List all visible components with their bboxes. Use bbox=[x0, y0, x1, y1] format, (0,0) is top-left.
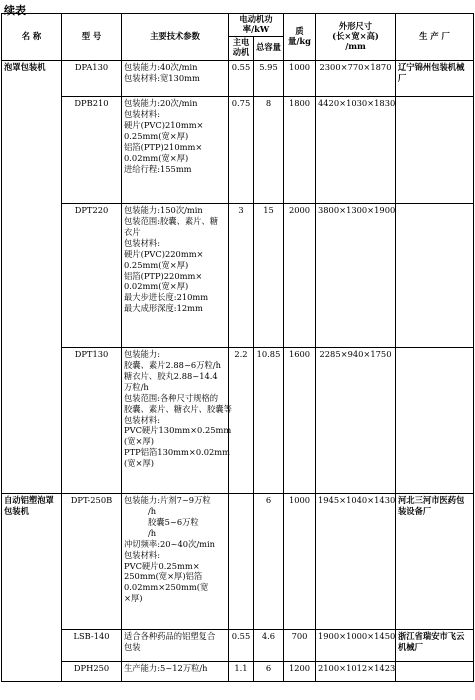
total-power-cell: 10.85 bbox=[254, 347, 284, 493]
mass-cell: 1600 bbox=[284, 347, 316, 493]
model-cell: DPH250 bbox=[62, 661, 122, 681]
params-cell: 适合各种药品的铝塑复合 包装 bbox=[122, 629, 229, 661]
header-power-main: 主电动机 bbox=[229, 36, 254, 60]
header-mass: 质量/kg bbox=[284, 14, 316, 61]
params-cell: 包装能力:40次/min 包装材料:宽130mm bbox=[122, 60, 229, 96]
dims-cell: 3800×1300×1900 bbox=[316, 203, 396, 347]
header-dims-line2: (长×宽×高) bbox=[332, 30, 379, 41]
main-power-cell: 2.2 bbox=[229, 347, 254, 493]
main-power-cell bbox=[229, 493, 254, 629]
model-cell: DPA130 bbox=[62, 60, 122, 96]
mass-cell: 2000 bbox=[284, 203, 316, 347]
model-cell: DPT130 bbox=[62, 347, 122, 493]
params-cell: 包装能力:150次/min 包装范围:胶囊、素片、糖 衣片 包装材料: 硬片(PVC)220mm× 0.25mm(宽×厚) 铝箔(PTP)220mm× 0.02mm(宽×厚) 最大步进长度:210mm 最大成形深度:12mm bbox=[122, 203, 229, 347]
header-dims-line1: 外形尺寸 bbox=[338, 21, 373, 32]
header-dims bbox=[316, 14, 396, 61]
mass-cell: 1000 bbox=[284, 493, 316, 629]
total-power-cell: 5.95 bbox=[254, 60, 284, 96]
dims-cell: 2300×770×1870 bbox=[316, 60, 396, 96]
total-power-cell: 4.6 bbox=[254, 629, 284, 661]
model-cell: DPT220 bbox=[62, 203, 122, 347]
model-cell: LSB-140 bbox=[62, 629, 122, 661]
maker-cell: 辽宁锦州包装机械厂 bbox=[396, 60, 474, 96]
total-power-cell: 15 bbox=[254, 203, 284, 347]
table-row bbox=[2, 629, 474, 661]
maker-cell: 浙江省瑞安市飞云机械厂 bbox=[396, 629, 474, 661]
maker-cell bbox=[396, 96, 474, 203]
mass-cell: 1800 bbox=[284, 96, 316, 203]
header-power: 电动机功率/kW bbox=[229, 14, 284, 37]
dims-cell: 1945×1040×1430 bbox=[316, 493, 396, 629]
table-row bbox=[2, 60, 474, 96]
maker-cell: 河北三河市医药包装设备厂 bbox=[396, 493, 474, 629]
header-model: 型 号 bbox=[62, 14, 122, 61]
mass-cell: 1000 bbox=[284, 60, 316, 96]
header-power-total: 总容量 bbox=[254, 36, 284, 60]
mass-cell: 700 bbox=[284, 629, 316, 661]
main-power-cell: 0.55 bbox=[229, 60, 254, 96]
main-power-cell: 3 bbox=[229, 203, 254, 347]
group-name: 自动铝塑泡罩包装机 bbox=[2, 493, 62, 681]
table-row bbox=[2, 96, 474, 203]
table-row bbox=[2, 203, 474, 347]
table-caption: 续表 bbox=[4, 4, 26, 17]
dims-cell: 4420×1030×1830 bbox=[316, 96, 396, 203]
header-name: 名 称 bbox=[2, 14, 62, 61]
maker-cell bbox=[396, 203, 474, 347]
params-cell: 包装能力:片剂7~9万粒 /h 胶囊5~6万粒 /h 冲切频率:20~40次/min 包装材料: PVC硬片0.25mm× 250mm(宽×厚)铝箔 0.02mm×250mm(宽 ×厚) bbox=[122, 493, 229, 629]
params-cell: 包装能力:20次/min 包装材料: 硬片(PVC)210mm× 0.25mm(宽×厚) 铝箔(PTP)210mm× 0.02mm(宽×厚) 进给行程:155mm bbox=[122, 96, 229, 203]
main-power-cell: 0.55 bbox=[229, 629, 254, 661]
dims-cell: 2285×940×1750 bbox=[316, 347, 396, 493]
maker-cell bbox=[396, 661, 474, 681]
total-power-cell: 8 bbox=[254, 96, 284, 203]
header-params: 主要技术参数 bbox=[122, 14, 229, 61]
spec-table bbox=[1, 13, 474, 682]
main-power-cell: 0.75 bbox=[229, 96, 254, 203]
dims-cell: 1900×1000×1450 bbox=[316, 629, 396, 661]
table-row bbox=[2, 493, 474, 629]
header-dims-line3: /mm bbox=[345, 40, 366, 51]
table-row bbox=[2, 661, 474, 681]
params-cell: 包装能力: 胶囊、素片2.88~6万粒/h 糖衣片、胶丸2.88~14.4 万粒/h 包装范围:各种尺寸规格的 胶囊、素片、糖衣片、胶囊等 包装材料: PVC硬片130mm×0.25mm (宽×厚) PTP铝箔130mm×0.02mm (宽×厚) bbox=[122, 347, 229, 493]
table-row bbox=[2, 347, 474, 493]
params-cell: 生产能力:5~12万粒/h bbox=[122, 661, 229, 681]
total-power-cell: 6 bbox=[254, 493, 284, 629]
mass-cell: 1200 bbox=[284, 661, 316, 681]
maker-cell bbox=[396, 347, 474, 493]
main-power-cell: 1.1 bbox=[229, 661, 254, 681]
total-power-cell: 6 bbox=[254, 661, 284, 681]
model-cell: DPT-250B bbox=[62, 493, 122, 629]
dims-cell: 2100×1012×1423 bbox=[316, 661, 396, 681]
group-name: 泡罩包装机 bbox=[2, 60, 62, 493]
model-cell: DPB210 bbox=[62, 96, 122, 203]
header-maker: 生 产 厂 bbox=[396, 14, 474, 61]
